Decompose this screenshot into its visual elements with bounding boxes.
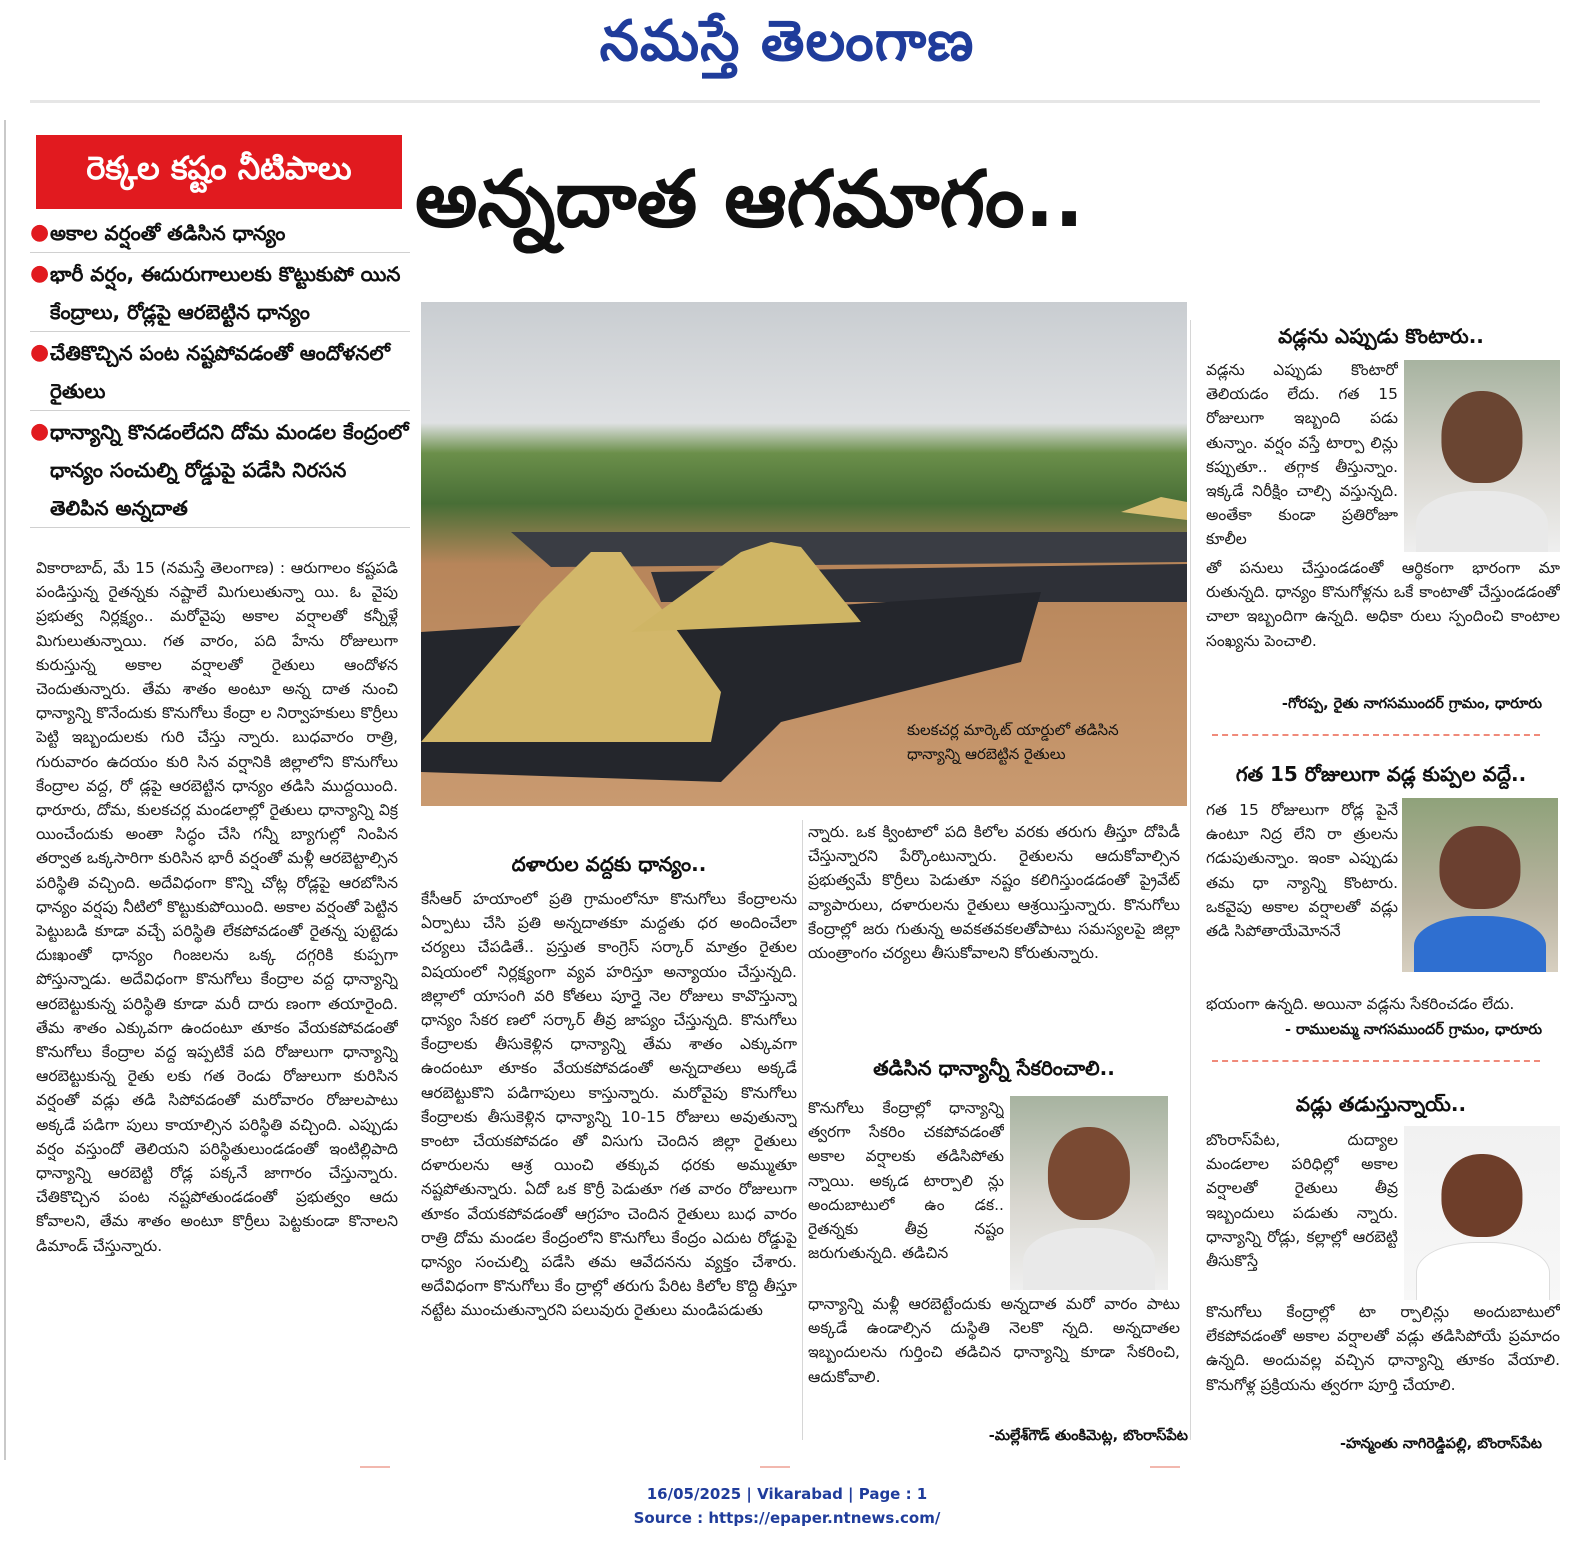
bullet-item bbox=[30, 255, 410, 332]
bottom-accent-rule bbox=[760, 1466, 790, 1468]
hanmanthu-body-side: బొంరాస్‌పేట, దుద్యాల మండలాల పరిధిల్లో అకాల వర్షాలతో రైతులు తీవ్ర ఇబ్బందులు పడుతు న్నారు. ధాన్యాన్ని రోడ్లు, కల్లాల్లో ఆరబెట్టి తీసుకొస్తే bbox=[1206, 1131, 1398, 1271]
mallesh-portrait bbox=[1010, 1096, 1168, 1290]
shoulders-shape bbox=[1416, 1242, 1549, 1300]
mallesh-signature: -మల్లేశ్‌గౌడ్ తుంకిమెట్ల, బొంరాస్‌పేట bbox=[988, 1428, 1188, 1444]
article-col3: న్నారు. ఒక క్వింటాలో పది కిలోల వరకు తరుగు తీస్తూ దోపిడీ చేస్తున్నారని పేర్కొంటున్నారు. రైతులను ఆదుకోవాల్సిన ప్రభుత్వమే కొర్రీలు పెడుతూ నష్టం కలిగిస్తుండడంతో ప్రైవేట్ వ్యాపారులు, దళారులను రైతులు ఆశ్రయిస్తున్నారు. కొనుగోలు కేంద్రాల్లో జరు గుతున్న అవకతవకలతోపాటు సమస్యలపై జిల్లా యంత్రాంగం చర్యలు తీసుకోవాలని కోరుతున్నారు. bbox=[808, 823, 1180, 963]
face-shape bbox=[1441, 391, 1522, 483]
bullet-text: భారీ వర్షం, ఈదురుగాలులకు కొట్టుకుపో యిన కేంద్రాలు, రోడ్లపై ఆరబెట్టిన ధాన్యం bbox=[50, 262, 401, 324]
photo-caption: కులకచర్ల మార్కెట్ యార్డులో తడిసిన ధాన్యాన్ని ఆరబెట్టిన రైతులు bbox=[907, 721, 1119, 763]
column-divider bbox=[1190, 320, 1191, 1440]
col2-heading: దళారుల వద్దకు ధాన్యం.. bbox=[511, 852, 707, 876]
bullet-dot-icon: ● bbox=[30, 419, 50, 444]
gorappa-heading: వడ్లను ఎప్పుడు కొంటారు.. bbox=[1278, 324, 1484, 348]
article-col2 bbox=[421, 852, 797, 1442]
page-edge-rule bbox=[4, 120, 6, 1460]
kicker-box bbox=[36, 135, 402, 209]
mallesh-body-full: ధాన్యాన్ని మళ్లీ ఆరబెట్టేందుకు అన్నదాత మరో వారం పాటు అక్కడే ఉండాల్సిన దుస్థితి నెలకొ న్నది. అన్నదాతల ఇబ్బందులను గుర్తించి తడిచిన ధాన్యాన్ని కూడా సేకరించి, ఆదుకోవాలి. bbox=[808, 1295, 1180, 1386]
bullet-item bbox=[30, 334, 410, 411]
column-divider bbox=[802, 820, 803, 1440]
ramulamma-portrait bbox=[1402, 798, 1558, 972]
bullet-dot-icon: ● bbox=[30, 220, 50, 245]
hanmanthu-portrait bbox=[1404, 1126, 1560, 1300]
page-footer bbox=[0, 1482, 1574, 1530]
ramulamma-heading: గత 15 రోజులుగా వడ్ల కుప్పల వద్దే.. bbox=[1235, 762, 1527, 786]
ramulamma-body-side: గత 15 రోజులుగా రోడ్ల పైనే ఉంటూ నిద్ర లేని రా త్రులను గడుపుతున్నాం. ఇంకా ఎప్పుడు తమ ధా న్యాన్ని కొంటారు. ఒకవైపు అకాల వర్షాలతో వడ్లు తడి సిపోతాయేమోననే bbox=[1206, 801, 1398, 941]
masthead-rule bbox=[30, 100, 1540, 103]
ramulamma-signature: - రాములమ్మ నాగసముందర్ గ్రామం, ధారూరు bbox=[1284, 1022, 1542, 1038]
face-shape bbox=[1048, 1127, 1130, 1220]
gorappa-body-side: వడ్లను ఎప్పుడు కొంటారో తెలియడం లేదు. గత 15 రోజులుగా ఇబ్బంది పడు తున్నాం. వర్షం వస్తే టార్పా లిన్లు కప్పుతూ.. తగ్గాక తీస్తున్నాం. ఇక్కడే నిరీక్షిం చాల్సి వస్తున్నది. అంతేకా కుండా ప్రతిరోజూ కూలీల bbox=[1206, 361, 1398, 549]
gorappa-body-full: తో పనులు చేస్తుండడంతో ఆర్థికంగా భారంగా మా రుతున్నది. ధాన్యం కొనుగోళ్లను ఒకే కాంటాతో చేస్తుండడంతో చాలా ఇబ్బందిగా ఉన్నది. అధికా రులు స్పందించి కాంటాల సంఖ్యను పెంచాలి. bbox=[1206, 559, 1560, 650]
box-divider bbox=[1212, 734, 1540, 736]
bullet-text: అకాల వర్షంతో తడిసిన ధాన్యం bbox=[50, 221, 286, 245]
bottom-accent-rule bbox=[1150, 1466, 1180, 1468]
hanmanthu-signature: -హన్మంతు నాగిరెడ్డిపల్లి, బొంరాస్‌పేట bbox=[1339, 1436, 1542, 1452]
mallesh-body-side: కొనుగోలు కేంద్రాల్లో ధాన్యాన్ని త్వరగా సేకరిం చకపోవడంతో అకాల వర్షాలకు తడిసిపోతు న్నాయి. అక్కడ టార్పాలి న్లు అందుబాటులో ఉం డక.. రైతన్నకు తీవ్ర నష్టం జరుగుతున్నది. తడిచిన bbox=[808, 1099, 1004, 1263]
footer-source-line[interactable]: Source : https://epaper.ntnews.com/ bbox=[633, 1509, 941, 1527]
bullet-item bbox=[30, 214, 410, 253]
footer-date-line: 16/05/2025 | Vikarabad | Page : 1 bbox=[646, 1485, 928, 1503]
article-body-col1: వికారాబాద్, మే 15 (నమస్తే తెలంగాణ) : ఆరుగాలం కష్టపడి పండిస్తున్న రైతన్నకు నష్టాలే మిగులుతున్నా యి. ఓ వైపు ప్రభుత్వ నిర్లక్ష్యం.. మరోవైపు అకాల వర్షాలతో కన్నీళ్లే మిగులుతున్నాయి. గత వారం, పది హేను రోజులుగా కురుస్తున్న అకాల వర్షాలతో రైతులు ఆందోళన చెందుతున్నారు. తేమ శాతం అంటూ అన్న దాత నుంచి ధాన్యాన్ని కొనేందుకు కొనుగోలు కేంద్రా ల నిర్వాహకులు కొర్రీలు పెట్టి ఇబ్బందులకు గురి చేస్తు న్నారు. బుధవారం రాత్రి, గురువారం ఉదయం కురి సిన వర్షానికి జిల్లాలోని కొనుగోలు కేంద్రాల వద్ద, రో డ్లపై ఆరబెట్టిన ధాన్యం తడిసి ముద్దయింది. ధారూరు, దోమ, కులకచర్ల మండలాల్లో రైతులు ధాన్యాన్ని విక్ర యించేందుకు అంతా సిద్ధం చేసి గన్నీ బ్యాగుల్లో నింపిన తర్వాత ఒక్కసారిగా కురిసిన భారీ వర్షంతో మళ్లీ ఆరబెట్టాల్సిన పరిస్థితి వచ్చింది. అదేవిధంగా కొన్ని చోట్ల రోడ్లపై ఆరబోసిన ధాన్యం వర్షపు నీటిలో కొట్టుకుపోయింది. అకాల వర్షంతో పెట్టిన పెట్టుబడి కూడా వచ్చే పరిస్థితి లేకపోవడంతో రైతన్న పుట్టెడు దుఃఖంతో ధాన్యం గింజలను ఒక్క దగ్గరికి కుప్పగా పోస్తున్నాడు. అదేవిధంగా కొనుగోలు కేంద్రాల వద్ద ధాన్యాన్ని ఆరబెట్టుకున్న పరిస్థితి కూడా మరీ దారు ణంగా తయారైంది. తేమ శాతం ఎక్కువగా ఉందంటూ తూకం వేయకపోవడంతో కొనుగోలు కేంద్రాల వద్ద ఇప్పటికే పది రోజులుగా ధాన్యాన్ని ఆరబెట్టుకున్న రైతు లకు గత రెండు రోజులుగా కురిసిన వర్షంతో వడ్లు తడి సిపోవడంతో మరోవారం రోజులపాటు అక్కడే పడిగా పులు కాయాల్సిన పరిస్థితి వచ్చింది. ఎప్పుడు వర్షం వస్తుందో తెలియని పరిస్థితులుండడంతో ఇంటిల్లిపాది ధాన్యాన్ని ఆరబెట్టి రోడ్ల పక్కనే జాగారం చేస్తున్నారు. చేతికొచ్చిన పంట నష్టపోతుండడంతో ప్రభుత్వం ఆదు కోవాలని, తేమ శాతం అంటూ కొర్రీలు పెట్టకుండా కొనాలని డిమాండ్ చేస్తున్నారు. bbox=[36, 559, 398, 1255]
bullet-text: ధాన్యాన్ని కొనడంలేదని దోమ మండల కేంద్రంలో ధాన్యం సంచుల్ని రోడ్డుపై పడేసి నిరసన తెలిపిన అన్నదాత bbox=[50, 420, 409, 520]
col2-body: కేసీఆర్ హయాంలో ప్రతి గ్రామంలోనూ కొనుగోలు కేంద్రాలను ఏర్పాటు చేసి ప్రతి అన్నదాతకూ మద్దతు ధర అందించేలా చర్యలు చేపడితే.. ప్రస్తుత కాంగ్రెస్ సర్కార్ మాత్రం రైతుల విషయంలో నిర్లక్ష్యంగా వ్యవ హరిస్తూ అన్యాయం చేస్తున్నది. జిల్లాలో యాసంగి వరి కోతలు పూర్తై నెల రోజులు కావొస్తున్నా ధాన్యం సేకర ణలో సర్కార్ తీవ్ర జాప్యం చేస్తున్నది. కొనుగోలు కేంద్రాలకు తీసుకెళ్లిన ధాన్యాన్ని తేమ శాతం ఎక్కువగా ఉందంటూ తూకం వేయకపోవడంతో అన్నదాతలు అక్కడే ఆరబెట్టుకొని పడిగాపులు కాస్తున్నారు. మరోవైపు కొనుగోలు కేంద్రాలకు తీసుకెళ్లిన ధాన్యాన్ని 10-15 రోజులు అవుతున్నా కాంటా చేయకపోవడం తో విసుగు చెందిన జిల్లా రైతులు దళారులను ఆశ్ర యించి తక్కువ ధరకు అమ్ముతూ నష్టపోతున్నారు. ఏదో ఒక కొర్రీ పెడుతూ గత వారం రోజులుగా తూకం వేయకపోవడంతో ఆగ్రహం చెందిన రైతులు బుధ వారం రాత్రి దోమ మండల కేంద్రంలోని కొనుగోలు కేంద్రం ఎదుట రోడ్డుపై ధాన్యం సంచుల్ని పడేసి తమ ఆవేదనను వ్యక్తం చేశారు. అదేవిధంగా కొనుగోలు కేం ద్రాల్లో తరుగు పేరిట కిలోల కొద్ది తీస్తూ నట్టేట ముంచుతున్నారని పలువురు రైతులు మండిపడుతు bbox=[421, 890, 797, 1320]
market-yard-photo bbox=[421, 302, 1187, 806]
face-shape bbox=[1439, 826, 1520, 910]
bullet-dot-icon: ● bbox=[30, 340, 50, 365]
kicker-text: రెక్కల కష్టం నీటిపాలు bbox=[86, 149, 352, 187]
hanmanthu-heading: వడ్లు తడుస్తున్నాయ్.. bbox=[1295, 1092, 1467, 1116]
gorappa-portrait bbox=[1404, 360, 1560, 552]
box-divider bbox=[1212, 1060, 1540, 1062]
headline: అన్నదాత ఆగమాగం.. bbox=[415, 155, 1084, 245]
gorappa-signature: -గోరప్ప, రైతు నాగసముందర్ గ్రామం, ధారూరు bbox=[1281, 696, 1542, 712]
shoulders-shape bbox=[1023, 1228, 1156, 1290]
summary-bullets bbox=[30, 214, 410, 530]
bullet-dot-icon: ● bbox=[30, 261, 50, 286]
shoulders-shape bbox=[1414, 916, 1545, 972]
face-shape bbox=[1441, 1154, 1522, 1238]
hanmanthu-body-full: కొనుగోలు కేంద్రాల్లో టా ర్పాలిన్లు అందుబాటులో లేకపోవడంతో అకాల వర్షాలతో వడ్లు తడిసిపోయే ప్రమాదం ఉన్నది. అందువల్ల వచ్చిన ధాన్యాన్ని తూకం వేయాలి. కొనుగోళ్ల ప్రక్రియను త్వరగా పూర్తి చేయాలి. bbox=[1206, 1303, 1560, 1394]
shoulders-shape bbox=[1416, 491, 1547, 552]
masthead: నమస్తే తెలంగాణ bbox=[599, 8, 975, 74]
mallesh-heading: తడిసిన ధాన్యాన్నీ సేకరించాలి.. bbox=[873, 1056, 1115, 1080]
bottom-accent-rule bbox=[360, 1466, 390, 1468]
bullet-item bbox=[30, 413, 410, 528]
ramulamma-body-full: భయంగా ఉన్నది. అయినా వడ్లను సేకరించడం లేదు. bbox=[1206, 995, 1515, 1013]
bullet-text: చేతికొచ్చిన పంట నష్టపోవడంతో ఆందోళనలో రైతులు bbox=[50, 341, 390, 403]
